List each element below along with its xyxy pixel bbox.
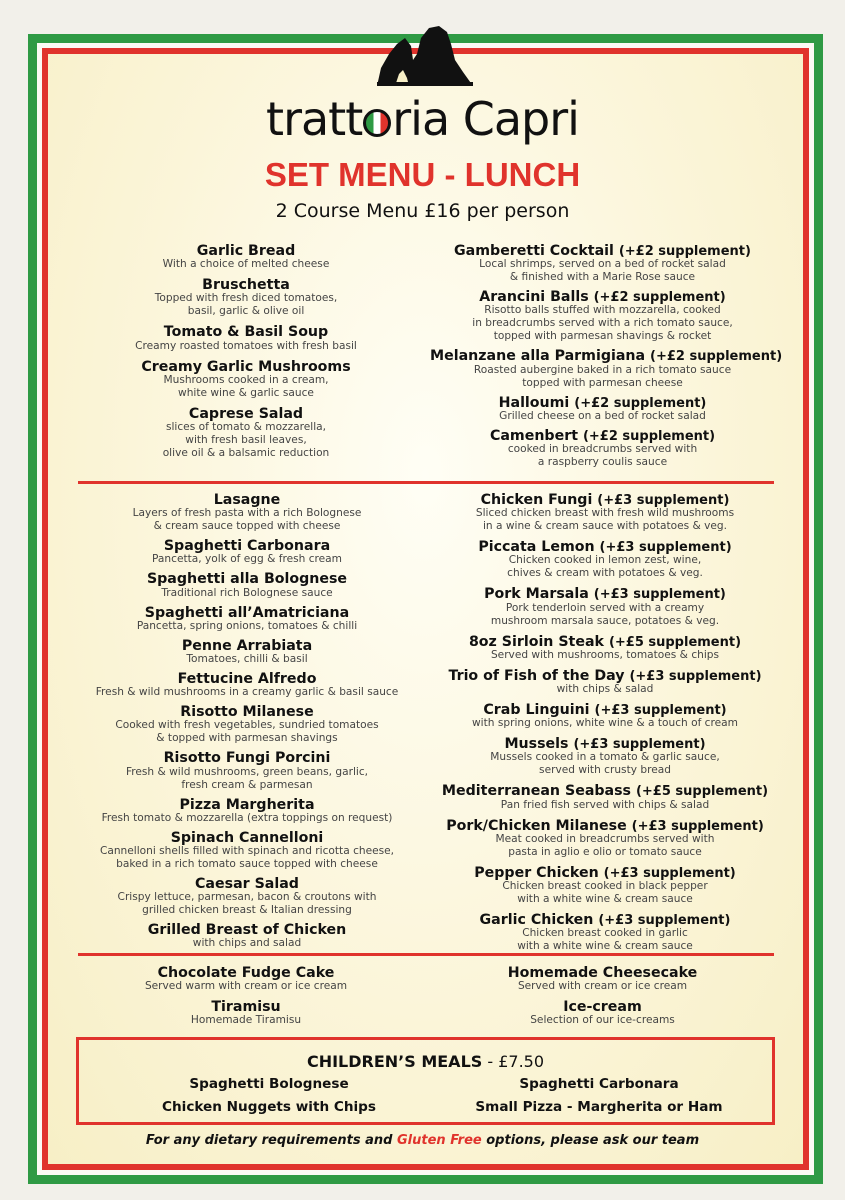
childrens-meals-price: - £7.50: [482, 1052, 545, 1071]
menu-item: [440, 913, 770, 953]
supplement-price: (+£3 supplement): [597, 493, 730, 508]
menu-item: [430, 244, 775, 284]
menu-item-name: Pepper Chicken (+£3 supplement): [474, 864, 736, 881]
menu-item-description: Meat cooked in breadcrumbs served with: [495, 832, 715, 845]
menu-subtitle: 2 Course Menu £16 per person: [275, 200, 570, 222]
supplement-price: (+£3 supplement): [593, 587, 726, 603]
menu-item: [440, 703, 770, 730]
dietary-note-end: options, please ask our team: [481, 1133, 700, 1148]
menu-item-name: Crab Linguini (+£3 supplement): [483, 702, 727, 719]
menu-item: [440, 635, 770, 662]
menu-item-description: Roasted aubergine baked in a rich tomato sauce: [473, 363, 732, 376]
gluten-free-highlight: Gluten Free: [397, 1133, 482, 1148]
dietary-note-start: For any dietary requirements and: [145, 1133, 398, 1148]
menu-item-description: Fresh & wild mushrooms, green beans, garlic,: [125, 765, 369, 778]
desserts-right-column: [450, 966, 755, 1027]
menu-item-description: with fresh basil leaves,: [185, 434, 307, 447]
menu-item-description: Fresh tomato & mozzarella (extra toppings on request): [101, 811, 393, 824]
menu-item: [86, 751, 408, 791]
mains-right-column: [440, 493, 770, 953]
menu-item-name: Pizza Margherita: [179, 796, 315, 813]
menu-item-description: Chicken breast cooked in black pepper: [502, 880, 708, 893]
menu-item-description: & topped with parmesan shavings: [156, 732, 338, 745]
menu-item-name: Risotto Milanese: [180, 704, 314, 721]
menu-item-description: Risotto balls stuffed with mozzarella, cooked: [484, 304, 721, 317]
menu-item: [440, 737, 770, 777]
menu-item-description: Pancetta, spring onions, tomatoes & chilli: [136, 619, 358, 632]
menu-item: [86, 572, 408, 599]
menu-item: [440, 540, 770, 580]
menu-item-name: Bruschetta: [202, 277, 290, 294]
menu-item: [96, 278, 396, 318]
menu-item-description: With a choice of melted cheese: [162, 258, 330, 271]
menu-item: [96, 1000, 396, 1027]
menu-item-name: Penne Arrabiata: [181, 637, 313, 654]
menu-item-name: Grilled Breast of Chicken: [147, 922, 347, 939]
menu-item-description: Fresh & wild mushrooms in a creamy garlic & basil sauce: [95, 686, 399, 699]
menu-item-name: Spaghetti all’Amatriciana: [144, 604, 350, 621]
menu-item: [96, 244, 396, 271]
supplement-price: (+£3 supplement): [599, 540, 732, 556]
menu-item-name: Caprese Salad: [188, 405, 304, 422]
menu-item: [86, 672, 408, 699]
supplement-price: (+£2 supplement): [618, 244, 751, 259]
menu-item-description: cooked in breadcrumbs served with: [507, 443, 698, 456]
menu-item-description: Traditional rich Bolognese sauce: [161, 586, 333, 599]
supplement-price: (+£3 supplement): [573, 737, 706, 753]
supplement-price: (+£2 supplement): [582, 428, 716, 444]
menu-item: [96, 325, 396, 352]
menu-item-description: baked in a rich tomato sauce topped with cheese: [116, 858, 378, 871]
childrens-meals-title: CHILDREN’S MEALS: [306, 1052, 483, 1071]
supplement-price: (+£2 supplement): [593, 290, 726, 306]
rock-logo-icon: [375, 24, 475, 86]
menu-item-name: Chicken Fungi (+£3 supplement): [480, 492, 730, 508]
starters-left-column: [96, 244, 396, 460]
kids-item: Spaghetti Carbonara: [519, 1076, 679, 1092]
menu-item-description: topped with parmesan cheese: [522, 376, 683, 389]
menu-item-name: 8oz Sirloin Steak (+£5 supplement): [468, 633, 742, 650]
menu-item: [450, 966, 755, 993]
menu-item-description: Mushrooms cooked in a cream,: [163, 373, 329, 386]
menu-item: [430, 290, 775, 343]
menu-item-description: served with crusty bread: [539, 764, 671, 777]
menu-item: [86, 798, 408, 825]
menu-item-name: Garlic Bread: [196, 243, 296, 259]
supplement-price: (+£3 supplement): [631, 818, 764, 834]
menu-item-description: Cooked with fresh vegetables, sundried tomatoes: [115, 719, 379, 732]
menu-item-name: Spinach Cannelloni: [170, 829, 324, 846]
menu-item-description: in breadcrumbs served with a rich tomato sauce,: [472, 317, 733, 330]
menu-item-name: Pork/Chicken Milanese (+£3 supplement): [446, 817, 764, 834]
menu-item-name: Mussels (+£3 supplement): [504, 736, 706, 753]
menu-item: [86, 923, 408, 950]
menu-item-description: Cannelloni shells filled with spinach and ricotta cheese,: [99, 845, 395, 858]
supplement-price: (+£3 supplement): [603, 865, 736, 881]
menu-item-name: Tiramisu: [211, 999, 281, 1016]
supplement-price: (+£3 supplement): [629, 668, 762, 684]
menu-item-name: Camenbert (+£2 supplement): [489, 427, 716, 444]
menu-item-name: Pork Marsala (+£3 supplement): [484, 586, 726, 603]
menu-item-description: Crispy lettuce, parmesan, bacon & croutons with: [117, 891, 377, 904]
menu-item-description: Chicken cooked in lemon zest, wine,: [508, 554, 702, 567]
menu-item-description: Topped with fresh diced tomatoes,: [154, 292, 338, 305]
menu-item-description: with chips and salad: [192, 937, 302, 950]
menu-item-name: Halloumi (+£2 supplement): [498, 394, 707, 411]
supplement-price: (+£2 supplement): [650, 349, 783, 365]
menu-item-description: Tomatoes, chilli & basil: [186, 653, 308, 666]
menu-item-description: topped with parmesan shavings & rocket: [493, 330, 712, 343]
menu-item: [86, 639, 408, 666]
menu-item-description: Layers of fresh pasta with a rich Bolognese: [132, 507, 362, 520]
menu-item: [96, 360, 396, 400]
menu-item: [430, 429, 775, 469]
menu-item-description: & cream sauce topped with cheese: [153, 520, 341, 533]
menu-item-description: Grilled cheese on a bed of rocket salad: [499, 409, 706, 422]
menu-item-description: with a white wine & cream sauce: [517, 893, 693, 906]
menu-item: [86, 539, 408, 566]
menu-item-description: pasta in aglio e olio or tomato sauce: [508, 845, 702, 858]
menu-item-name: Tomato & Basil Soup: [163, 324, 329, 341]
menu-item-name: Lasagne: [213, 492, 281, 508]
menu-item-description: Local shrimps, served on a bed of rocket salad: [479, 258, 726, 271]
menu-item-description: a raspberry coulis sauce: [537, 456, 668, 469]
supplement-price: (+£3 supplement): [598, 913, 731, 929]
desserts-left-column: [96, 966, 396, 1027]
menu-item-name: Risotto Fungi Porcini: [163, 750, 331, 767]
menu-item-name: Creamy Garlic Mushrooms: [141, 358, 351, 375]
supplement-price: (+£2 supplement): [574, 395, 707, 411]
menu-item: [430, 396, 775, 423]
kids-item: Spaghetti Bolognese: [189, 1076, 349, 1092]
menu-item: [440, 866, 770, 906]
childrens-meals-box: [76, 1037, 775, 1125]
menu-item-description: Creamy roasted tomatoes with fresh basil: [135, 339, 357, 352]
menu-item-description: Served with mushrooms, tomatoes & chips: [490, 648, 720, 661]
menu-item: [450, 1000, 755, 1027]
menu-item-description: Chicken breast cooked in garlic: [522, 927, 688, 940]
menu-item: [430, 348, 783, 389]
childrens-meals-heading: [79, 1052, 772, 1071]
brand-text-start: tratt: [266, 92, 363, 146]
menu-item-description: Pork tenderloin served with a creamy: [505, 601, 705, 614]
menu-item: [96, 407, 396, 460]
menu-item: [440, 493, 770, 533]
menu-item-name: Fettucine Alfredo: [177, 671, 317, 688]
kids-item: Chicken Nuggets with Chips: [162, 1099, 376, 1115]
starters-right-column: [430, 243, 783, 469]
menu-item-name: Spaghetti Carbonara: [163, 538, 331, 555]
menu-item: [440, 587, 770, 627]
menu-item: [96, 966, 396, 993]
menu-item: [440, 819, 770, 859]
menu-item-name: Trio of Fish of the Day (+£3 supplement): [448, 667, 762, 684]
menu-item-description: Homemade Tiramisu: [190, 1014, 302, 1027]
menu-item-name: Gamberetti Cocktail (+£2 supplement): [454, 243, 751, 259]
menu-item-name: Piccata Lemon (+£3 supplement): [478, 539, 732, 556]
menu-item-name: Caesar Salad: [195, 876, 299, 893]
menu-item: [86, 493, 408, 533]
brand-text-end: ria Capri: [392, 92, 579, 146]
brand-logo: [0, 92, 845, 146]
menu-item-description: Served with cream or ice cream: [517, 980, 688, 993]
menu-item: [86, 606, 408, 633]
section-divider: [78, 953, 774, 956]
menu-item-description: Served warm with cream or ice cream: [144, 980, 348, 993]
menu-item-description: white wine & garlic sauce: [178, 386, 314, 399]
menu-item: [440, 784, 770, 811]
menu-item-name: Chocolate Fudge Cake: [157, 965, 335, 981]
menu-item-description: olive oil & a balsamic reduction: [162, 447, 330, 460]
supplement-price: (+£3 supplement): [594, 703, 727, 719]
menu-item-name: Mediterranean Seabass (+£5 supplement): [441, 783, 769, 800]
menu-item-name: Spaghetti alla Bolognese: [146, 571, 348, 588]
mains-left-column: [86, 493, 408, 950]
kids-item: Small Pizza - Margherita or Ham: [475, 1099, 723, 1115]
menu-item-description: Pancetta, yolk of egg & fresh cream: [152, 553, 342, 566]
menu-item-description: in a wine & cream sauce with potatoes & veg.: [482, 520, 728, 533]
menu-item-description: mushroom marsala sauce, potatoes & veg.: [490, 614, 720, 627]
menu-item-description: with chips & salad: [556, 683, 654, 696]
menu-item: [86, 877, 408, 917]
menu-item-name: Homemade Cheesecake: [507, 965, 698, 981]
supplement-price: (+£5 supplement): [608, 634, 742, 650]
menu-title: SET MENU - LUNCH: [264, 156, 581, 193]
menu-item-description: Pan fried fish served with chips & salad: [500, 798, 710, 811]
dietary-note: [0, 1133, 845, 1148]
menu-item-description: basil, garlic & olive oil: [187, 305, 305, 318]
menu-item-description: & finished with a Marie Rose sauce: [509, 271, 696, 284]
supplement-price: (+£5 supplement): [635, 784, 769, 800]
menu-item-description: Sliced chicken breast with fresh wild mushrooms: [475, 507, 735, 520]
menu-item: [86, 705, 408, 745]
menu-item-name: Garlic Chicken (+£3 supplement): [479, 912, 731, 929]
menu-item-name: Ice-cream: [563, 999, 642, 1016]
menu-item: [440, 669, 770, 696]
menu-item-description: with spring onions, white wine & a touch of cream: [472, 717, 738, 730]
section-divider: [78, 481, 774, 484]
italian-flag-icon: [363, 109, 391, 137]
menu-item-description: fresh cream & parmesan: [181, 778, 313, 791]
menu-item-description: grilled chicken breast & Italian dressing: [142, 904, 352, 917]
menu-item-description: slices of tomato & mozzarella,: [165, 421, 327, 434]
menu-item-name: Melanzane alla Parmigiana (+£2 supplement): [430, 348, 783, 365]
menu-item: [86, 831, 408, 871]
menu-item-description: Mussels cooked in a tomato & garlic sauce,: [490, 751, 720, 764]
menu-item-description: with a white wine & cream sauce: [517, 940, 693, 953]
menu-item-description: Selection of our ice-creams: [530, 1014, 675, 1027]
menu-item-description: chives & cream with potatoes & veg.: [507, 567, 703, 580]
menu-item-name: Arancini Balls (+£2 supplement): [479, 289, 726, 306]
